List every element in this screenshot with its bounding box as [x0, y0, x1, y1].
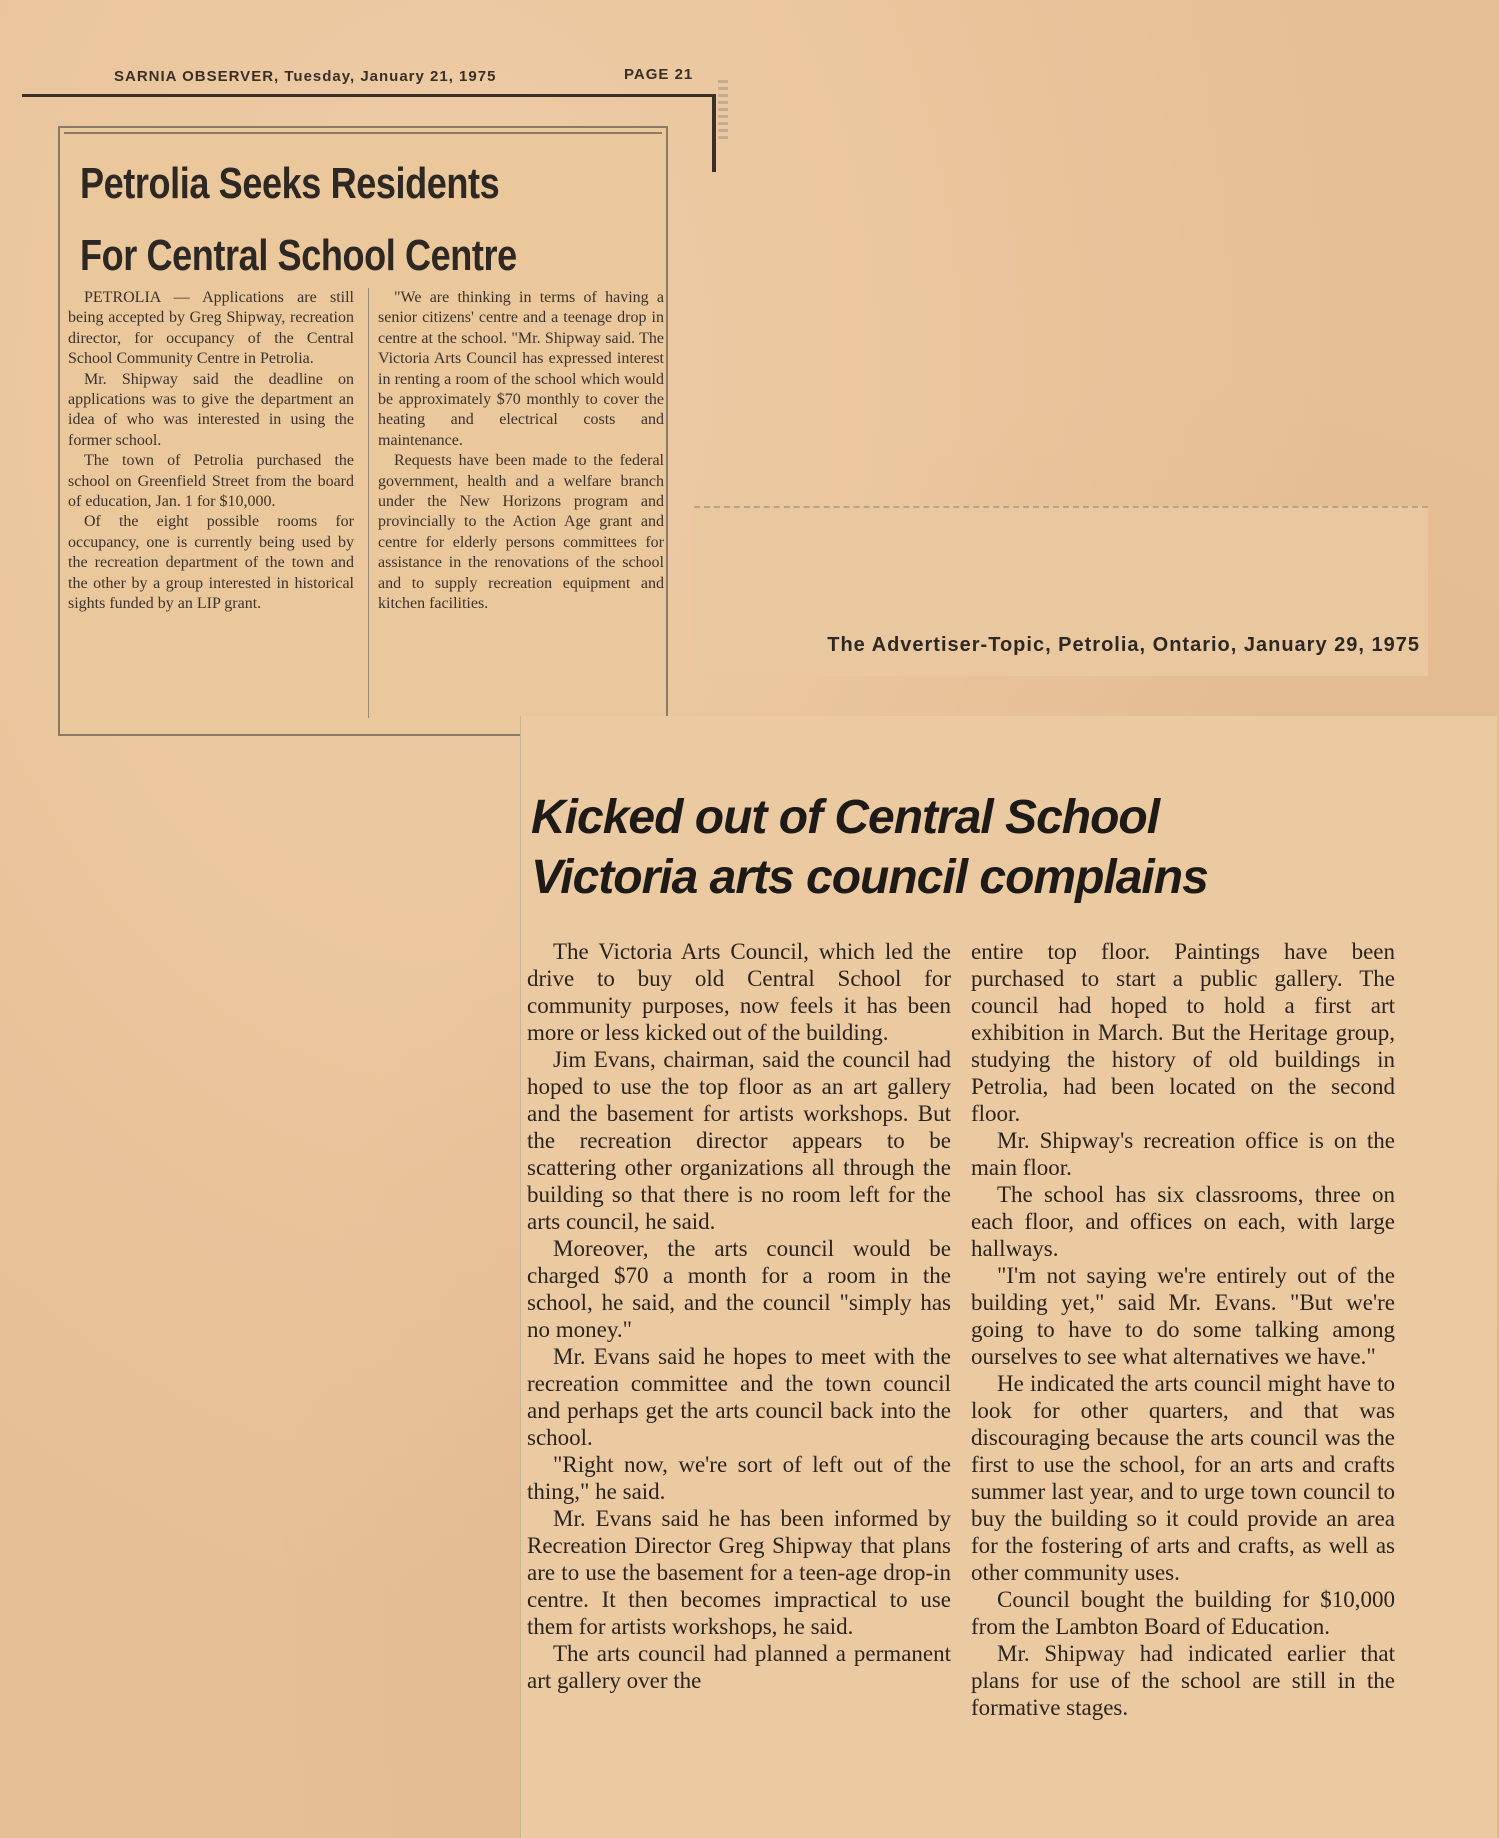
sarnia-observer-article — [58, 126, 668, 736]
kicked-out-article — [520, 716, 1497, 1838]
masthead: SARNIA OBSERVER, Tuesday, January 21, 1975 — [114, 68, 497, 85]
article-column-right — [971, 938, 1395, 1721]
paragraph: "Right now, we're sort of left out of the thing," he said. — [527, 1452, 951, 1504]
paragraph: Mr. Evans said he hopes to meet with the recreation committee and the town council and perhaps get the arts council back into the school. — [527, 1344, 951, 1450]
column-divider — [368, 288, 369, 718]
header-rule — [22, 94, 716, 97]
paragraph: Council bought the building for $10,000 from the Lambton Board of Education. — [971, 1587, 1395, 1639]
headline-line-2: Victoria arts council complains — [531, 851, 1208, 904]
paragraph: The school has six classrooms, three on each floor, and offices on each, with large hallways. — [971, 1182, 1395, 1261]
paragraph: Mr. Evans said he has been informed by Recreation Director Greg Shipway that plans are to use the basement for a teen-age drop-in centre. It then becomes impractical to use them for artists workshops, he said. — [527, 1506, 951, 1639]
paragraph: The town of Petrolia purchased the school on Greenfield Street from the board of education, Jan. 1 for $10,000. — [68, 452, 354, 511]
paragraph: Mr. Shipway's recreation office is on the main floor. — [971, 1128, 1395, 1180]
paragraph: Requests have been made to the federal government, health and a welfare branch under the New Horizons program and provincially to the Action Age grant and centre for elderly persons committees for assistance in the renovations of the school and to supply recreation equipment and kitchen facilities. — [378, 452, 664, 613]
paragraph: "I'm not saying we're entirely out of the building yet," said Mr. Evans. "But we're going to have to do some talking among ourselves to see what alternatives we have." — [971, 1263, 1395, 1369]
dateline: The Advertiser-Topic, Petrolia, Ontario, January 29, 1975 — [827, 634, 1420, 656]
paragraph: Mr. Shipway said the deadline on applications was to give the department an idea of who was interested in using the former school. — [68, 370, 354, 449]
page-number: PAGE 21 — [624, 66, 694, 83]
headline-line-2: For Central School Centre — [80, 231, 517, 280]
paragraph: Mr. Shipway had indicated earlier that plans for use of the school are still in the formative stages. — [971, 1641, 1395, 1720]
print-smudge — [718, 80, 728, 140]
headline-line-1: Kicked out of Central School — [531, 791, 1160, 844]
paragraph: Moreover, the arts council would be charged $70 a month for a room in the school, he said, and the council "simply has no money." — [527, 1236, 951, 1342]
paragraph: Jim Evans, chairman, said the council had hoped to use the top floor as an art gallery and the basement for artists workshops. But the recreation director appears to be scattering other organizations all through the building so that there is no room left for the arts council, he said. — [527, 1047, 951, 1234]
paragraph-continued: entire top floor. Paintings have been purchased to start a public gallery. The council had hoped to hold a first art exhibition in March. But the Heritage group, studying the history of old buildings in Petrolia, had been located on the second floor. — [971, 939, 1395, 1126]
headline-line-1: Petrolia Seeks Residents — [80, 159, 500, 208]
paragraph: Of the eight possible rooms for occupancy, one is currently being used by the recreation department of the town and the other by a group interested in historical sights funded by an LIP grant. — [68, 513, 354, 613]
paragraph: The arts council had planned a permanent art gallery over the — [527, 1641, 951, 1693]
article-column-left — [527, 938, 951, 1694]
header-vertical-rule — [712, 94, 716, 172]
article-headline — [531, 788, 1471, 908]
paragraph: PETROLIA — Applications are still being accepted by Greg Shipway, recreation director, for occupancy of the Central School Community Centre in Petrolia. — [68, 289, 354, 368]
advertiser-topic-strip — [694, 506, 1428, 676]
article-column-left — [68, 288, 354, 615]
paragraph: The Victoria Arts Council, which led the drive to buy old Central School for community purposes, now feels it has been more or less kicked out of the building. — [527, 939, 951, 1045]
paragraph: He indicated the arts council might have to look for other quarters, and that was discouraging because the arts council was the first to use the school, for an arts and crafts summer last year, and to urge town council to buy the building so it could provide an area for the fostering of arts and crafts, as well as other community uses. — [971, 1371, 1395, 1585]
paragraph: "We are thinking in terms of having a senior citizens' centre and a teenage drop in centre at the school. "Mr. Shipway said. The Victoria Arts Council has expressed interest in renting a room of the school which would be approximately $70 monthly to cover the heating and electrical costs and maintenance. — [378, 289, 664, 449]
article-headline — [80, 148, 539, 292]
sarnia-observer-header — [22, 60, 722, 104]
article-column-right — [378, 288, 664, 615]
box-rule — [64, 132, 662, 134]
